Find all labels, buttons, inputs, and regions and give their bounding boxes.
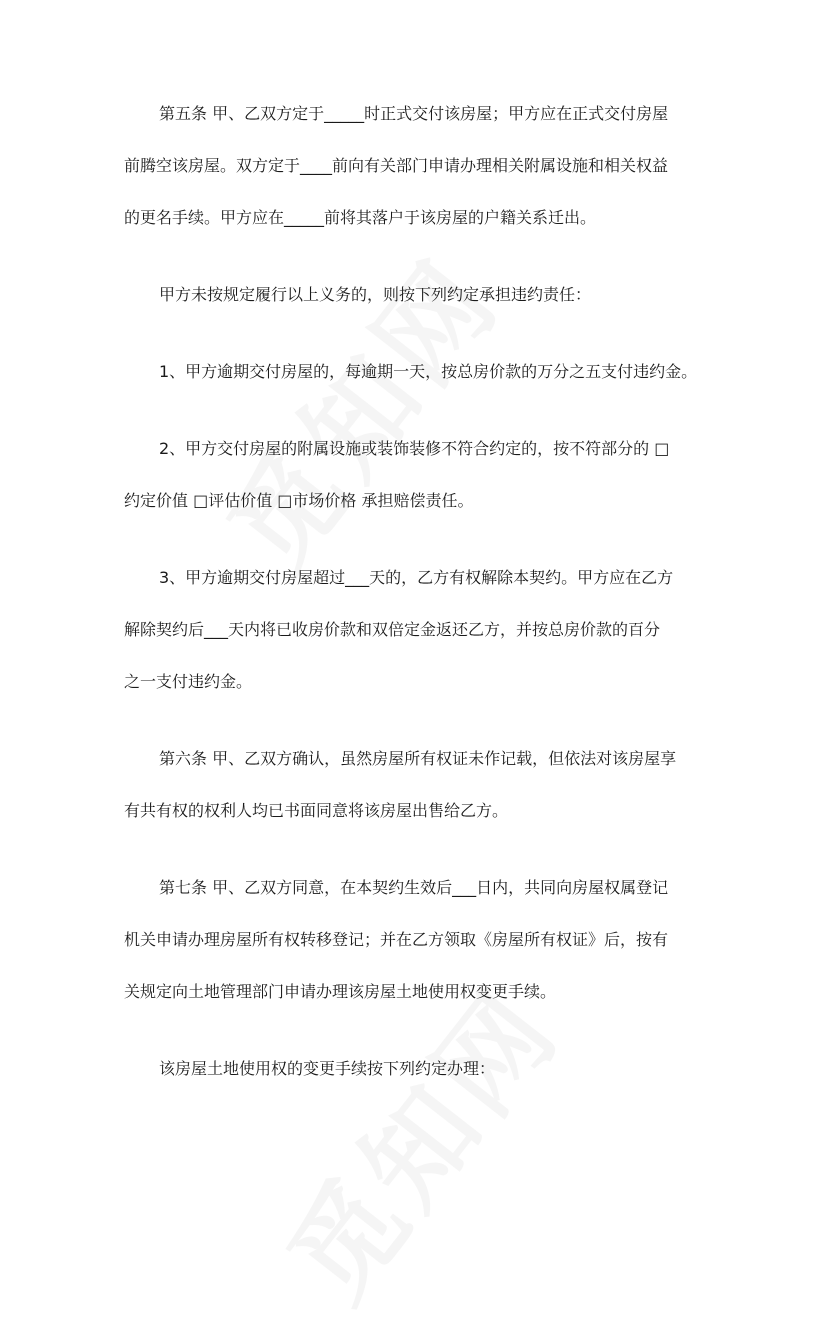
paragraph-land-use — [124, 1043, 724, 1095]
text-line: 甲方未按规定履行以上义务的，则按下列约定承担违约责任： — [159, 285, 592, 304]
text-line: 1、甲方逾期交付房屋的，每逾期一天，按总房价款的万分之五支付违约金。 — [159, 362, 698, 381]
text-line: 前腾空该房屋。双方定于____前向有关部门申请办理相关附属设施和相关权益 — [124, 156, 669, 175]
text-line: 解除契约后___天内将已收房价款和双倍定金返还乙方，并按总房价款的百分 — [124, 620, 661, 639]
text-line: 之一支付违约金。 — [124, 672, 253, 691]
text-line: 第七条 甲、乙双方同意，在本契约生效后___日内，共同向房屋权属登记 — [159, 878, 669, 897]
text-line: 的更名手续。甲方应在_____前将其落户于该房屋的户籍关系迁出。 — [124, 208, 597, 227]
text-line: 有共有权的权利人均已书面同意将该房屋出售给乙方。 — [124, 801, 509, 820]
text-line: 关规定向土地管理部门申请办理该房屋土地使用权变更手续。 — [124, 982, 557, 1001]
paragraph-item-2 — [124, 423, 724, 527]
paragraph-item-1 — [124, 346, 724, 398]
paragraph-article-5 — [124, 88, 724, 244]
text-line: 约定价值 □评估价值 □市场价格 承担赔偿责任。 — [124, 491, 474, 510]
paragraph-liability-intro — [124, 269, 724, 321]
text-line: 2、甲方交付房屋的附属设施或装饰装修不符合约定的，按不符部分的 □ — [159, 439, 670, 458]
paragraph-item-3 — [124, 552, 724, 708]
text-line: 3、甲方逾期交付房屋超过___天的，乙方有权解除本契约。甲方应在乙方 — [159, 568, 674, 587]
text-line: 该房屋土地使用权的变更手续按下列约定办理： — [159, 1059, 496, 1078]
text-line: 第五条 甲、乙双方定于_____时正式交付该房屋；甲方应在正式交付房屋 — [159, 104, 669, 123]
document-body — [124, 88, 724, 1120]
text-line: 第六条 甲、乙双方确认，虽然房屋所有权证未作记载，但依法对该房屋享 — [159, 749, 677, 768]
text-line: 机关申请办理房屋所有权转移登记；并在乙方领取《房屋所有权证》后，按有 — [124, 930, 669, 949]
paragraph-article-7 — [124, 862, 724, 1018]
paragraph-article-6 — [124, 733, 724, 837]
